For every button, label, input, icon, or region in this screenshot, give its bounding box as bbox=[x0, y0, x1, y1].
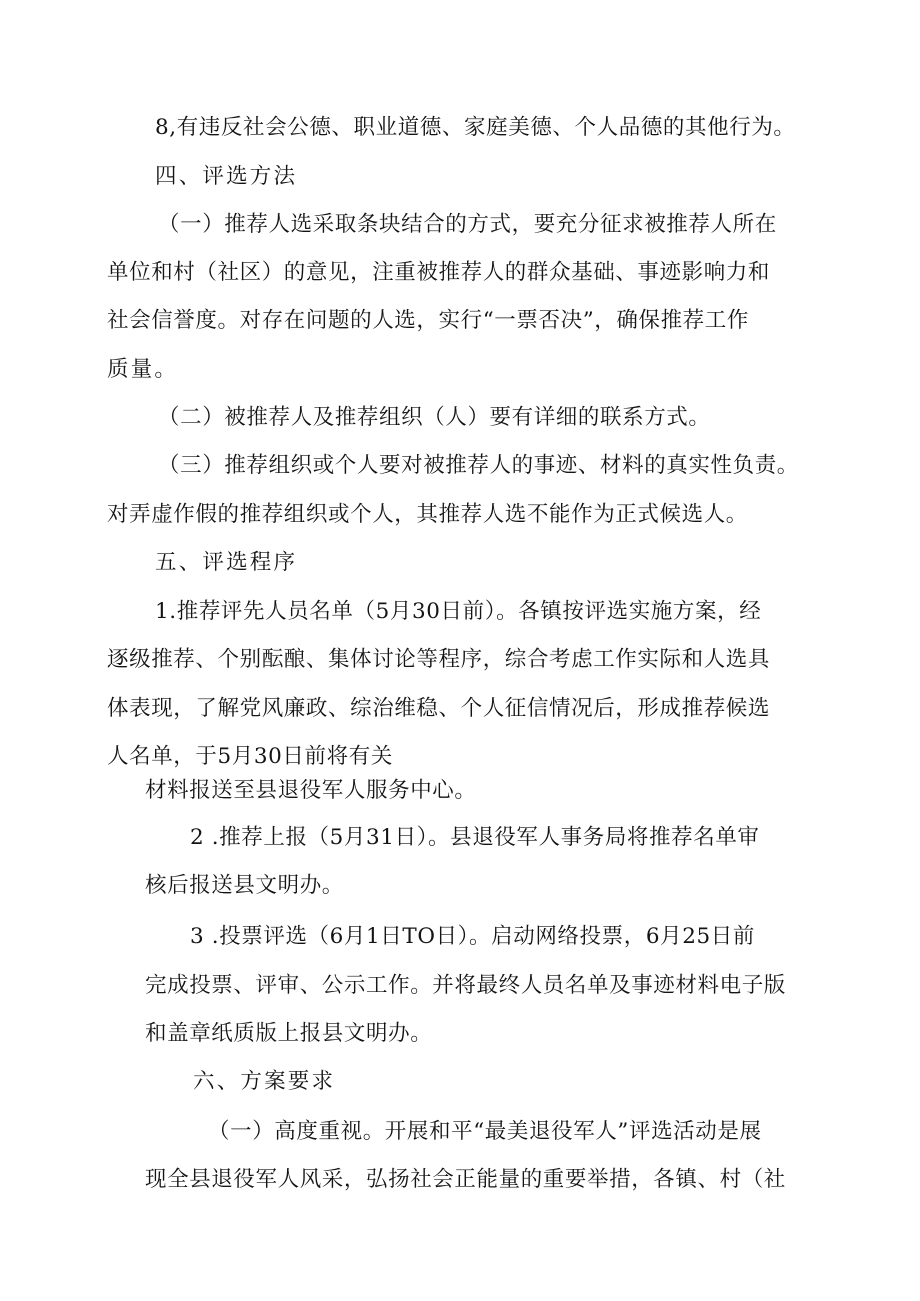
paragraph-line: 3 .投票评选（6月1日TO日）。启动网络投票，6月25日前 bbox=[190, 924, 755, 949]
paragraph-line: 材料报送至县退役军人服务中心。 bbox=[145, 778, 477, 803]
paragraph-line: 逐级推荐、个别酝酿、集体讨论等程序，综合考虑工作实际和人选具 bbox=[107, 647, 771, 672]
paragraph-line: 完成投票、评审、公示工作。并将最终人员名单及事迹材料电子版 bbox=[145, 973, 786, 998]
paragraph-line: 对弄虚作假的推荐组织或个人，其推荐人选不能作为正式候选人。 bbox=[107, 502, 748, 527]
paragraph-line: 人名单，于5月30日前将有关 bbox=[107, 744, 393, 769]
paragraph-line: 质量。 bbox=[107, 357, 179, 382]
paragraph-line: 现全县退役军人风采，弘扬社会正能量的重要举措，各镇、村（社 bbox=[145, 1167, 786, 1192]
paragraph-line: 核后报送县文明办。 bbox=[145, 873, 344, 898]
paragraph-line: 和盖章纸质版上报县文明办。 bbox=[145, 1021, 433, 1046]
paragraph-line: （二）被推荐人及推荐组织（人）要有详细的联系方式。 bbox=[158, 405, 711, 430]
paragraph-line: 社会信誉度。对存在问题的人选，实行“一票否决”，确保推荐工作 bbox=[107, 308, 749, 333]
paragraph-line: 1.推荐评先人员名单（5月30日前）。各镇按评选实施方案，经 bbox=[155, 599, 762, 624]
list-item-8: 8,有违反社会公德、职业道德、家庭美德、个人品德的其他行为。 bbox=[155, 115, 796, 140]
section-6-heading: 六、方案要求 bbox=[193, 1069, 336, 1094]
paragraph-line: （三）推荐组织或个人要对被推荐人的事迹、材料的真实性负责。 bbox=[158, 453, 799, 478]
paragraph-line: （一）推荐人选采取条块结合的方式，要充分征求被推荐人所在 bbox=[158, 212, 777, 237]
paragraph-line: 体表现，了解党风廉政、综治维稳、个人征信情况后，形成推荐候选 bbox=[107, 696, 771, 721]
section-5-heading: 五、评选程序 bbox=[155, 550, 298, 575]
paragraph-line: 2 .推荐上报（5月31日）。县退役军人事务局将推荐名单审 bbox=[190, 825, 760, 850]
paragraph-line: 单位和村（社区）的意见，注重被推荐人的群众基础、事迹影响力和 bbox=[107, 260, 771, 285]
paragraph-line: （一）高度重视。开展和平“最美退役军人”评选活动是展 bbox=[208, 1119, 762, 1144]
section-4-heading: 四、评选方法 bbox=[155, 164, 298, 189]
